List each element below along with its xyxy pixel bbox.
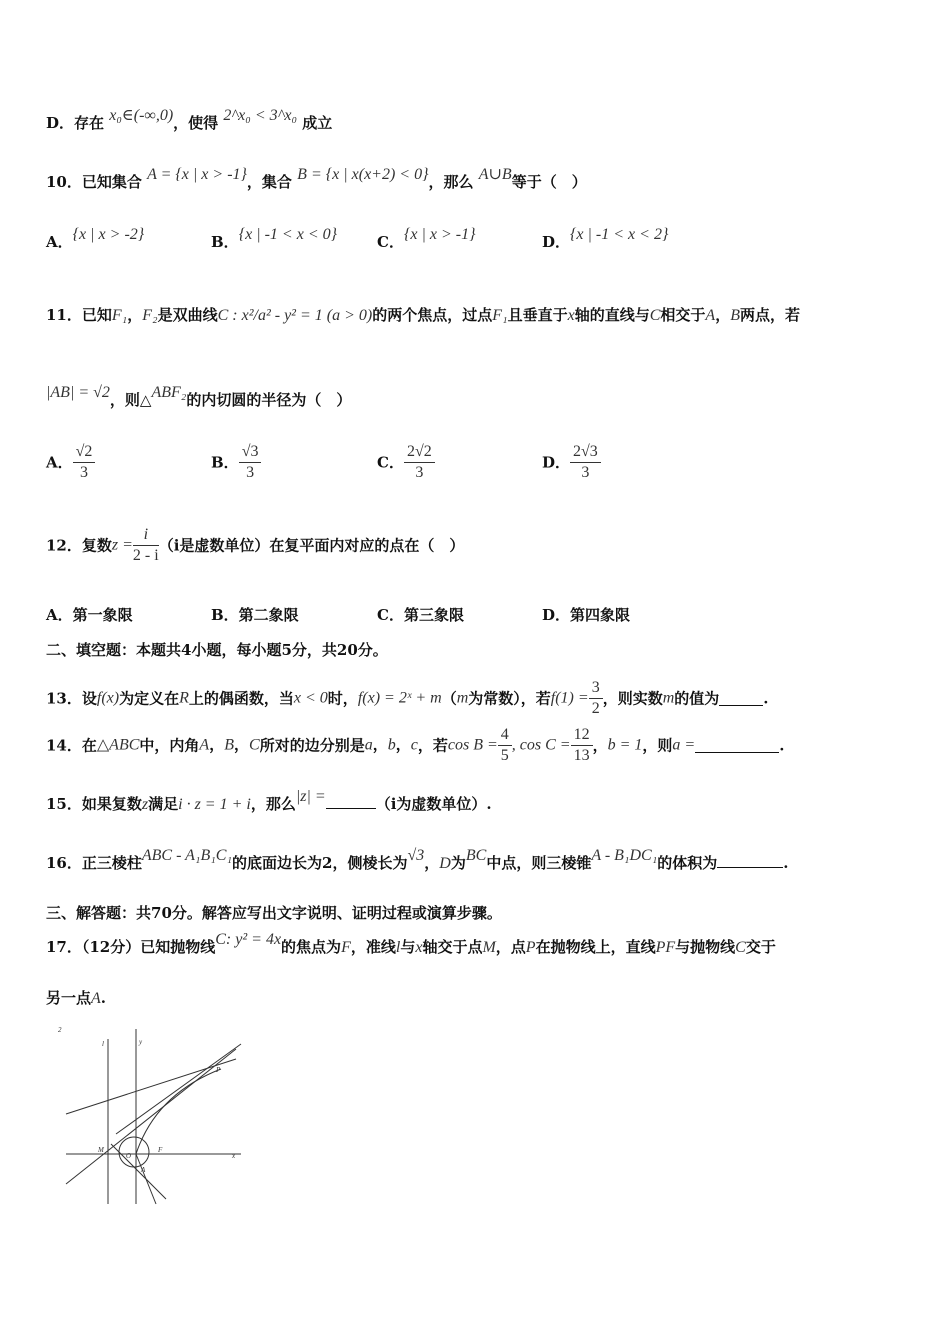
parabola-equation: C: y² = 4x <box>215 931 282 948</box>
figure-label-o: O <box>126 1152 132 1160</box>
q10-option-a: A．{x | x > -2} <box>46 226 145 251</box>
prism-name: ABC - A₁B₁C₁ <box>141 847 233 864</box>
question-17-line1: 17．（12分）已知抛物线C: y² = 4x的焦点为F，准线l与x轴交于点M，点P在抛物线上，直线PF与抛物线C交于 <box>46 931 776 956</box>
question-17-line2: 另一点A. <box>46 989 107 1007</box>
q14-fraction-cosc: $\frac{12}{13}$ <box>571 725 593 766</box>
figure-label-2: 2 <box>58 1026 62 1034</box>
q12-option-b: B．第二象限 <box>211 606 299 624</box>
math-x0-range: x₀∈(-∞,0) <box>109 107 174 124</box>
question-11-stem-line2: |AB| = √2，则△ABF₂的内切圆的半径为（ ） <box>46 384 352 409</box>
union-expr: A∪B <box>478 166 512 183</box>
q12-option-d: D．第四象限 <box>542 606 631 624</box>
pyramid-name: A - B₁DC₁ <box>591 847 658 864</box>
q11-option-d: D． $\frac{2√3}{3}$ <box>542 442 601 483</box>
q11-option-a-fraction: $\frac{√2}{3}$ <box>73 442 96 483</box>
q12-option-a: A．第一象限 <box>46 606 133 624</box>
answer-blank-13[interactable] <box>719 691 763 706</box>
question-10-stem: 10．已知集合 A = {x | x > -1}，集合 B = {x | x(x+2) < 0}，那么 A∪B等于（ ） <box>46 166 587 191</box>
question-16: 16．正三棱柱ABC - A₁B₁C₁的底面边长为2，侧棱长为√3，D为BC中点，则三棱锥A - B₁DC₁的体积为 . <box>46 847 789 872</box>
q11-option-b: B． $\frac{√3}{3}$ <box>211 442 261 483</box>
answer-blank-14[interactable] <box>695 738 779 753</box>
q12-fraction: $\frac{i}{2 - i}$ <box>132 526 159 564</box>
question-14: 14．在△ABC中，内角A，B，C所对的边分别是a，b，c，若cos B = $\frac{4}{5}$ , cos C = $\frac{12}{13}$ ，b = 1，则a = . <box>46 726 785 764</box>
q12-option-c: C．第三象限 <box>377 606 464 624</box>
figure-label-y: y <box>139 1038 143 1046</box>
figure-label-p: P <box>216 1066 221 1074</box>
q11-option-c: C． $\frac{2√2}{3}$ <box>377 442 435 483</box>
circle <box>119 1137 149 1167</box>
line-pf <box>66 1049 236 1184</box>
figure-label-a: A <box>141 1166 146 1174</box>
question-9-option-d: D．存在 x₀∈(-∞,0)，使得 2^x₀ < 3^x₀ 成立 <box>46 107 333 132</box>
answer-blank-15[interactable] <box>326 794 376 809</box>
tangent-line-2 <box>116 1044 241 1134</box>
question-15: 15．如果复数z满足i · z = 1 + i，那么|z| = （i为虚数单位）. <box>46 788 492 813</box>
q10-option-b-math: {x | -1 < x < 0} <box>238 226 338 243</box>
q10-option-c: C．{x | x > -1} <box>377 226 476 251</box>
figure-label-l: l <box>102 1040 104 1048</box>
answer-blank-16[interactable] <box>717 853 783 868</box>
math-inequality: 2^x₀ < 3^x₀ <box>223 107 298 124</box>
figure-label-x: x <box>232 1152 236 1160</box>
q14-fraction-cosb: $\frac{4}{5}$ <box>498 725 512 766</box>
q10-option-d-math: {x | -1 < x < 2} <box>570 226 669 243</box>
parabola-figure <box>56 1024 256 1209</box>
question-12-stem: 12．复数z = $\frac{i}{2 - i}$ （i是虚数单位）在复平面内对应的点在（ ） <box>46 526 465 564</box>
set-b: B = {x | x(x+2) < 0} <box>297 166 429 183</box>
figure-label-f: F <box>158 1146 163 1154</box>
q11-option-c-fraction: $\frac{2√2}{3}$ <box>404 442 435 483</box>
q11-option-d-fraction: $\frac{2√3}{3}$ <box>570 442 601 483</box>
ab-length: |AB| = √2 <box>46 384 110 401</box>
section-solution-heading: 三、解答题：共70分。解答应写出文字说明、证明过程或演算步骤。 <box>46 904 502 922</box>
set-a: A = {x | x > -1} <box>147 166 247 183</box>
question-11-stem-line1: 11．已知F₁，F₂是双曲线C : x²/a² - y² = 1 (a > 0)的两个焦点，过点F₁且垂直于x轴的直线与C相交于A，B两点，若 <box>46 306 800 324</box>
parabola-upper-branch <box>136 1069 221 1154</box>
hyperbola-equation: C : x²/a² - y² = 1 (a > 0) <box>217 307 373 324</box>
section-fill-in-heading: 二、填空题：本题共4小题，每小题5分，共20分。 <box>46 641 388 659</box>
q13-fraction: $\frac{3}{2}$ <box>589 678 603 719</box>
q11-option-a: A． $\frac{√2}{3}$ <box>46 442 95 483</box>
question-13: 13．设f(x)为定义在R上的偶函数，当x < 0时，f(x) = 2ˣ + m（m为常数），若f(1) = $\frac{3}{2}$ ，则实数m的值为 . <box>46 679 769 717</box>
q11-option-b-fraction: $\frac{√3}{3}$ <box>239 442 262 483</box>
triangle-abf2: ABF₂ <box>151 384 187 401</box>
tangent-line-1 <box>66 1059 236 1114</box>
figure-label-m: M <box>98 1146 104 1154</box>
q10-option-b: B．{x | -1 < x < 0} <box>211 226 338 251</box>
q10-option-d: D．{x | -1 < x < 2} <box>542 226 669 251</box>
q10-option-a-math: {x | x > -2} <box>72 226 145 243</box>
q10-option-c-math: {x | x > -1} <box>403 226 476 243</box>
